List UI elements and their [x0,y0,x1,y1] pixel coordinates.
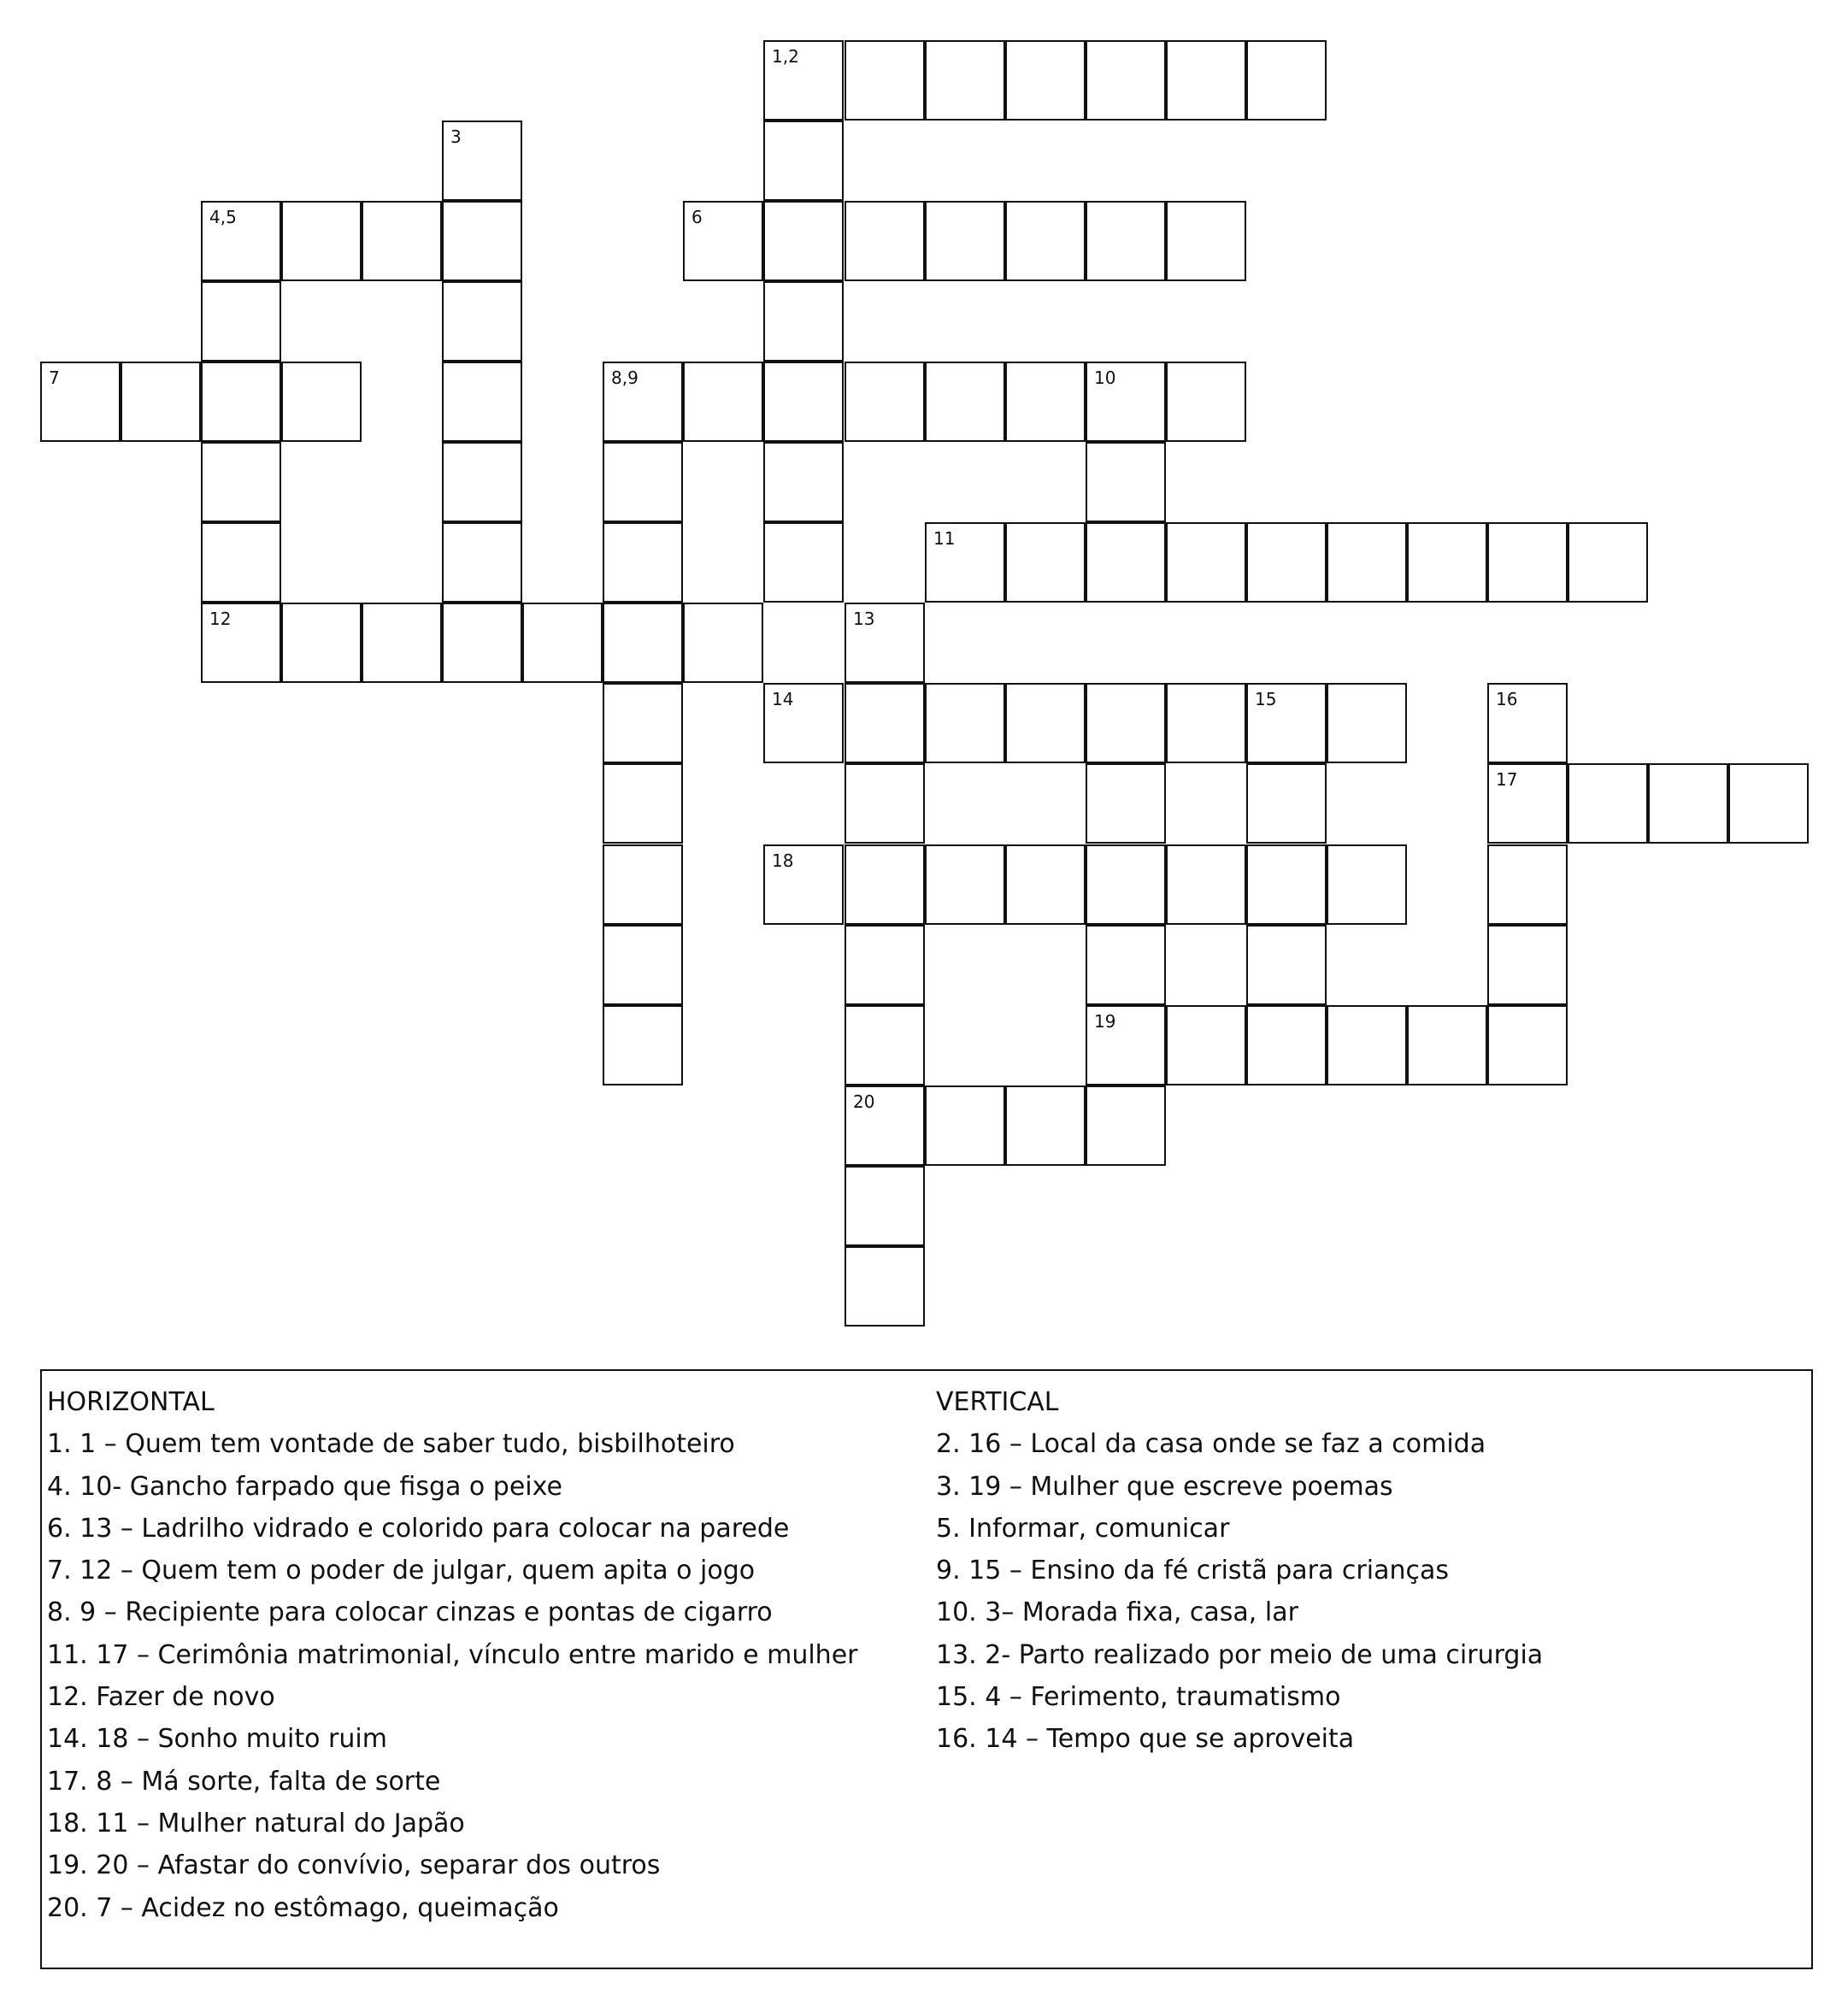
grid-cell[interactable] [1246,522,1327,603]
grid-cell[interactable] [1166,1005,1246,1085]
grid-cell[interactable] [1327,522,1407,603]
grid-cell[interactable] [763,121,844,201]
grid-cell[interactable] [40,362,121,442]
grid-cell[interactable] [1086,362,1166,442]
grid-cell[interactable] [1166,683,1246,763]
grid-cell[interactable] [925,1085,1005,1166]
clues-box [40,1369,1813,1969]
grid-cell[interactable] [121,362,201,442]
grid-cell[interactable] [763,362,844,442]
grid-cell[interactable] [1568,763,1648,844]
grid-cell[interactable] [683,201,763,281]
clue-across-11: 11. 17 – Cerimônia matrimonial, vínculo entre marido e mulher [47,1639,858,1670]
grid-cell[interactable] [845,40,925,121]
grid-cell[interactable] [925,40,1005,121]
grid-cell[interactable] [1246,763,1327,844]
grid-cell[interactable] [1166,522,1246,603]
grid-cell[interactable] [1327,683,1407,763]
grid-cell[interactable] [1246,1005,1327,1085]
grid-cell[interactable] [1005,201,1086,281]
grid-cell[interactable] [1487,844,1568,925]
clue-across-4: 4. 10- Gancho farpado que fisga o peixe [47,1471,562,1502]
grid-cell[interactable] [845,201,925,281]
grid-cell[interactable] [281,362,362,442]
clue-number: 18 [772,850,794,871]
grid-cell[interactable] [1327,844,1407,925]
vertical-heading: VERTICAL [936,1387,1059,1417]
grid-cell[interactable] [1166,201,1246,281]
grid-cell[interactable] [1086,844,1166,925]
grid-cell[interactable] [1086,201,1166,281]
clue-number: 13 [853,609,875,629]
grid-cell[interactable] [281,603,362,683]
grid-cell[interactable] [1487,522,1568,603]
clue-across-8: 8. 9 – Recipiente para colocar cinzas e pontas de cigarro [47,1597,773,1628]
grid-cell[interactable] [1487,683,1568,763]
clue-across-14: 14. 18 – Sonho muito ruim [47,1724,387,1755]
grid-cell[interactable] [603,683,683,763]
grid-cell[interactable] [1487,763,1568,844]
grid-cell[interactable] [1246,844,1327,925]
grid-cell[interactable] [1407,522,1487,603]
grid-cell[interactable] [763,522,844,603]
clue-number: 20 [853,1091,875,1112]
clue-across-19: 19. 20 – Afastar do convívio, separar dos outros [47,1850,661,1881]
grid-cell[interactable] [201,603,281,683]
grid-cell[interactable] [522,603,603,683]
grid-cell[interactable] [1568,522,1648,603]
grid-cell[interactable] [1005,522,1086,603]
grid-cell[interactable] [1487,1005,1568,1085]
grid-cell[interactable] [603,362,683,442]
grid-cell[interactable] [845,1085,925,1166]
grid-cell[interactable] [1086,522,1166,603]
clue-across-17: 17. 8 – Má sorte, falta de sorte [47,1766,441,1797]
clue-across-18: 18. 11 – Mulher natural do Japão [47,1808,465,1838]
horizontal-clues [47,1381,858,1929]
grid-cell[interactable] [1086,1005,1166,1085]
grid-cell[interactable] [925,522,1005,603]
grid-cell[interactable] [845,362,925,442]
grid-cell[interactable] [925,201,1005,281]
clue-number: 17 [1496,769,1518,790]
grid-cell[interactable] [1166,844,1246,925]
clue-across-7: 7. 12 – Quem tem o poder de julgar, quem apita o jogo [47,1556,756,1586]
clue-number: 1,2 [772,46,799,67]
grid-cell[interactable] [1005,362,1086,442]
grid-cell[interactable] [442,281,522,362]
grid-cell[interactable] [763,442,844,522]
grid-cell[interactable] [763,201,844,281]
grid-cell[interactable] [1005,40,1086,121]
clue-number: 12 [209,609,232,629]
grid-cell[interactable] [1246,683,1327,763]
grid-cell[interactable] [1005,683,1086,763]
clue-number: 6 [692,207,703,227]
clue-number: 4,5 [209,207,237,227]
clue-down-2: 2. 16 – Local da casa onde se faz a comida [936,1429,1486,1460]
clue-down-5: 5. Informar, comunicar [936,1513,1230,1544]
grid-cell[interactable] [201,281,281,362]
grid-cell[interactable] [845,925,925,1005]
grid-cell[interactable] [281,201,362,281]
grid-cell[interactable] [442,522,522,603]
grid-cell[interactable] [1166,40,1246,121]
clue-down-9: 9. 15 – Ensino da fé cristã para crianças [936,1556,1449,1586]
grid-cell[interactable] [845,683,925,763]
grid-cell[interactable] [925,362,1005,442]
grid-cell[interactable] [683,362,763,442]
grid-cell[interactable] [603,442,683,522]
grid-cell[interactable] [763,40,844,121]
clue-number: 14 [772,689,794,709]
horizontal-heading: HORIZONTAL [47,1387,215,1417]
grid-cell[interactable] [1327,1005,1407,1085]
clue-down-10: 10. 3– Morada fixa, casa, lar [936,1597,1298,1628]
grid-cell[interactable] [362,201,442,281]
grid-cell[interactable] [763,281,844,362]
clue-across-20: 20. 7 – Acidez no estômago, queimação [47,1892,559,1923]
grid-cell[interactable] [1086,40,1166,121]
clue-number: 3 [450,126,462,147]
clue-across-1: 1. 1 – Quem tem vontade de saber tudo, bisbilhoteiro [47,1429,735,1460]
grid-cell[interactable] [362,603,442,683]
grid-cell[interactable] [845,1166,925,1246]
grid-cell[interactable] [845,844,925,925]
grid-cell[interactable] [1005,844,1086,925]
grid-cell[interactable] [925,683,1005,763]
clue-down-3: 3. 19 – Mulher que escreve poemas [936,1471,1393,1502]
grid-cell[interactable] [845,1246,925,1327]
grid-cell[interactable] [1648,763,1728,844]
grid-cell[interactable] [845,763,925,844]
grid-cell[interactable] [603,522,683,603]
grid-cell[interactable] [201,201,281,281]
grid-cell[interactable] [845,1005,925,1085]
clue-down-16: 16. 14 – Tempo que se aproveita [936,1724,1355,1755]
grid-cell[interactable] [603,603,683,683]
grid-cell[interactable] [603,844,683,925]
grid-cell[interactable] [763,683,844,763]
clue-number: 8,9 [611,368,639,388]
grid-cell[interactable] [201,522,281,603]
clue-down-15: 15. 4 – Ferimento, traumatismo [936,1682,1341,1713]
clue-across-12: 12. Fazer de novo [47,1682,275,1713]
grid-cell[interactable] [1086,442,1166,522]
grid-cell[interactable] [1005,1085,1086,1166]
grid-cell[interactable] [845,603,925,683]
grid-cell[interactable] [1086,1085,1166,1166]
clue-number: 19 [1094,1011,1116,1032]
vertical-clues [936,1381,1543,1761]
clue-number: 10 [1094,368,1116,388]
clue-number: 11 [933,528,956,549]
clue-number: 15 [1255,689,1277,709]
clue-down-13: 13. 2- Parto realizado por meio de uma cirurgia [936,1639,1544,1670]
grid-cell[interactable] [1487,925,1568,1005]
grid-cell[interactable] [1246,925,1327,1005]
grid-cell[interactable] [603,925,683,1005]
grid-cell[interactable] [1407,1005,1487,1085]
grid-cell[interactable] [603,763,683,844]
clue-number: 7 [49,368,60,388]
grid-cell[interactable] [201,362,281,442]
grid-cell[interactable] [442,201,522,281]
grid-cell[interactable] [442,603,522,683]
grid-cell[interactable] [603,1005,683,1085]
grid-cell[interactable] [201,442,281,522]
grid-cell[interactable] [1086,925,1166,1005]
grid-cell[interactable] [1166,362,1246,442]
grid-cell[interactable] [442,362,522,442]
grid-cell[interactable] [925,844,1005,925]
grid-cell[interactable] [442,442,522,522]
grid-cell[interactable] [763,844,844,925]
grid-cell[interactable] [442,121,522,201]
clue-across-6: 6. 13 – Ladrilho vidrado e colorido para colocar na parede [47,1513,790,1544]
grid-cell[interactable] [1086,763,1166,844]
clue-number: 16 [1496,689,1518,709]
grid-cell[interactable] [1086,683,1166,763]
grid-cell[interactable] [683,603,763,683]
grid-cell[interactable] [1246,40,1327,121]
grid-cell[interactable] [1728,763,1809,844]
